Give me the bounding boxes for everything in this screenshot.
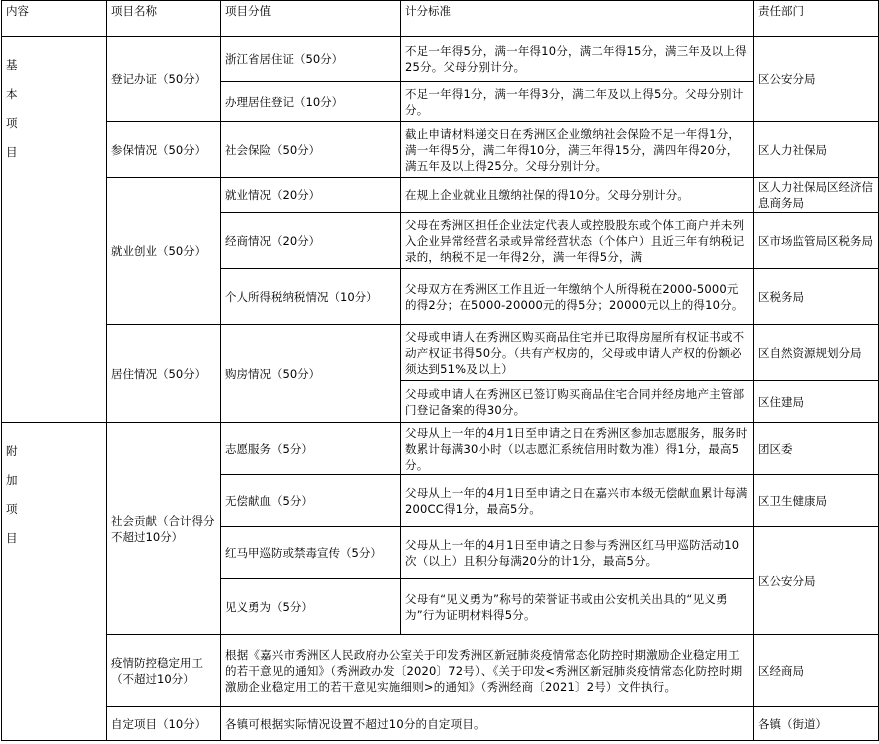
header-content: 内容 — [2, 1, 107, 37]
table-header-row — [2, 1, 879, 37]
responsible-dept: 区税务局 — [754, 269, 879, 325]
responsible-dept: 区住建局 — [754, 381, 879, 423]
project-score: 就业情况（20分） — [221, 178, 401, 213]
scoring-standard: 父母在秀洲区担任企业法定代表人或控股股东或个体工商户并未列入企业异常经营名录或异常经营状态（个体户）且近三年有纳税记录的，纳税不足一年得2分，满一年得5分，满 — [401, 213, 754, 269]
project-name: 疫情防控稳定用工（不超过10分） — [107, 635, 221, 707]
project-name: 居住情况（50分） — [107, 325, 221, 423]
table-row — [2, 635, 879, 707]
scoring-standard: 父母双方在秀洲区工作且近一年缴纳个人所得税在2000-5000元的得2分；在5000-20000元的得5分；20000元以上的得10分。 — [401, 269, 754, 325]
scoring-standard: 父母有“见义勇为”称号的荣誉证书或由公安机关出具的“见义勇为”行为证明材料得5分。 — [401, 579, 754, 635]
project-score: 志愿服务（5分） — [221, 423, 401, 475]
scoring-standard: 父母从上一年的4月1日至申请之日在秀洲区参加志愿服务，服务时数累计每满30小时（以志愿汇系统信用时数为准）得1分，最高5分。 — [401, 423, 754, 475]
header-project-name: 项目名称 — [107, 1, 221, 37]
scoring-standard: 截止申请材料递交日在秀洲区企业缴纳社会保险不足一年得1分，满一年得5分，满二年得10分，满三年得15分，满四年得20分，满五年及以上得25分。父母分别计分。 — [401, 122, 754, 178]
table-row — [2, 37, 879, 82]
scoring-standard: 父母从上一年的4月1日至申请之日参与秀洲区红马甲巡防活动10次（以上）且积分每满20分的计1分，最高5分。 — [401, 527, 754, 579]
scoring-standard: 不足一年得5分，满一年得10分，满二年得15分，满三年及以上得25分。父母分别计分。 — [401, 37, 754, 82]
table-row — [2, 325, 879, 381]
header-project-score: 项目分值 — [221, 1, 401, 37]
project-name: 就业创业（50分） — [107, 178, 221, 325]
project-score: 浙江省居住证（50分） — [221, 37, 401, 82]
responsible-dept: 团区委 — [754, 423, 879, 475]
project-score: 个人所得税纳税情况（10分） — [221, 269, 401, 325]
project-score: 经商情况（20分） — [221, 213, 401, 269]
responsible-dept: 区公安分局 — [754, 527, 879, 635]
section-additional: 附 加 项 目 — [2, 423, 107, 741]
project-score: 见义勇为（5分） — [221, 579, 401, 635]
header-scoring-standard: 计分标准 — [401, 1, 754, 37]
responsible-dept: 区卫生健康局 — [754, 475, 879, 527]
project-name: 自定项目（10分） — [107, 707, 221, 741]
scoring-standard: 父母或申请人在秀洲区已签订购买商品住宅合同并经房地产主管部门登记备案的得30分。 — [401, 381, 754, 423]
scoring-standard: 父母或申请人在秀洲区购买商品住宅并已取得房屋所有权证书或不动产权证书得50分。（共有产权房的，父母或申请人产权的份额必须达到51%及以上） — [401, 325, 754, 381]
responsible-dept: 区人力社保局区经济信息商务局 — [754, 178, 879, 213]
project-name: 登记办证（50分） — [107, 37, 221, 122]
responsible-dept: 区自然资源规划分局 — [754, 325, 879, 381]
section-basic: 基 本 项 目 — [2, 37, 107, 423]
scoring-standard: 各镇可根据实际情况设置不超过10分的自定项目。 — [221, 707, 754, 741]
responsible-dept: 区经商局 — [754, 635, 879, 707]
table-row — [2, 122, 879, 178]
project-score: 购房情况（50分） — [221, 325, 401, 423]
responsible-dept: 各镇（街道） — [754, 707, 879, 741]
responsible-dept: 区市场监管局区税务局 — [754, 213, 879, 269]
project-name: 社会贡献（合计得分不超过10分） — [107, 423, 221, 635]
scoring-standard: 在规上企业就业且缴纳社保的得10分。父母分别计分。 — [401, 178, 754, 213]
project-score: 办理居住登记（10分） — [221, 82, 401, 122]
header-responsible-dept: 责任部门 — [754, 1, 879, 37]
table-row — [2, 178, 879, 213]
responsible-dept: 区人力社保局 — [754, 122, 879, 178]
scoring-standard: 不足一年得1分，满一年得3分，满二年及以上得5分。父母分别计分。 — [401, 82, 754, 122]
table-row — [2, 707, 879, 741]
scoring-standard: 根据《嘉兴市秀洲区人民政府办公室关于印发秀洲区新冠肺炎疫情常态化防控时期激励企业稳定用工的若干意见的通知》（秀洲政办发〔2020〕72号）、《关于印发<秀洲区新冠肺炎疫情常态化防控时期激励企业稳定用工的若干意见实施细则>的通知》（秀洲经商〔2021〕2号）文件执行。 — [221, 635, 754, 707]
project-score: 红马甲巡防或禁毒宣传（5分） — [221, 527, 401, 579]
responsible-dept: 区公安分局 — [754, 37, 879, 122]
scoring-table — [1, 0, 879, 741]
project-score: 社会保险（50分） — [221, 122, 401, 178]
scoring-standard: 父母从上一年的4月1日至申请之日在嘉兴市本级无偿献血累计每满200CC得1分，最高5分。 — [401, 475, 754, 527]
project-name: 参保情况（50分） — [107, 122, 221, 178]
project-score: 无偿献血（5分） — [221, 475, 401, 527]
table-row — [2, 423, 879, 475]
